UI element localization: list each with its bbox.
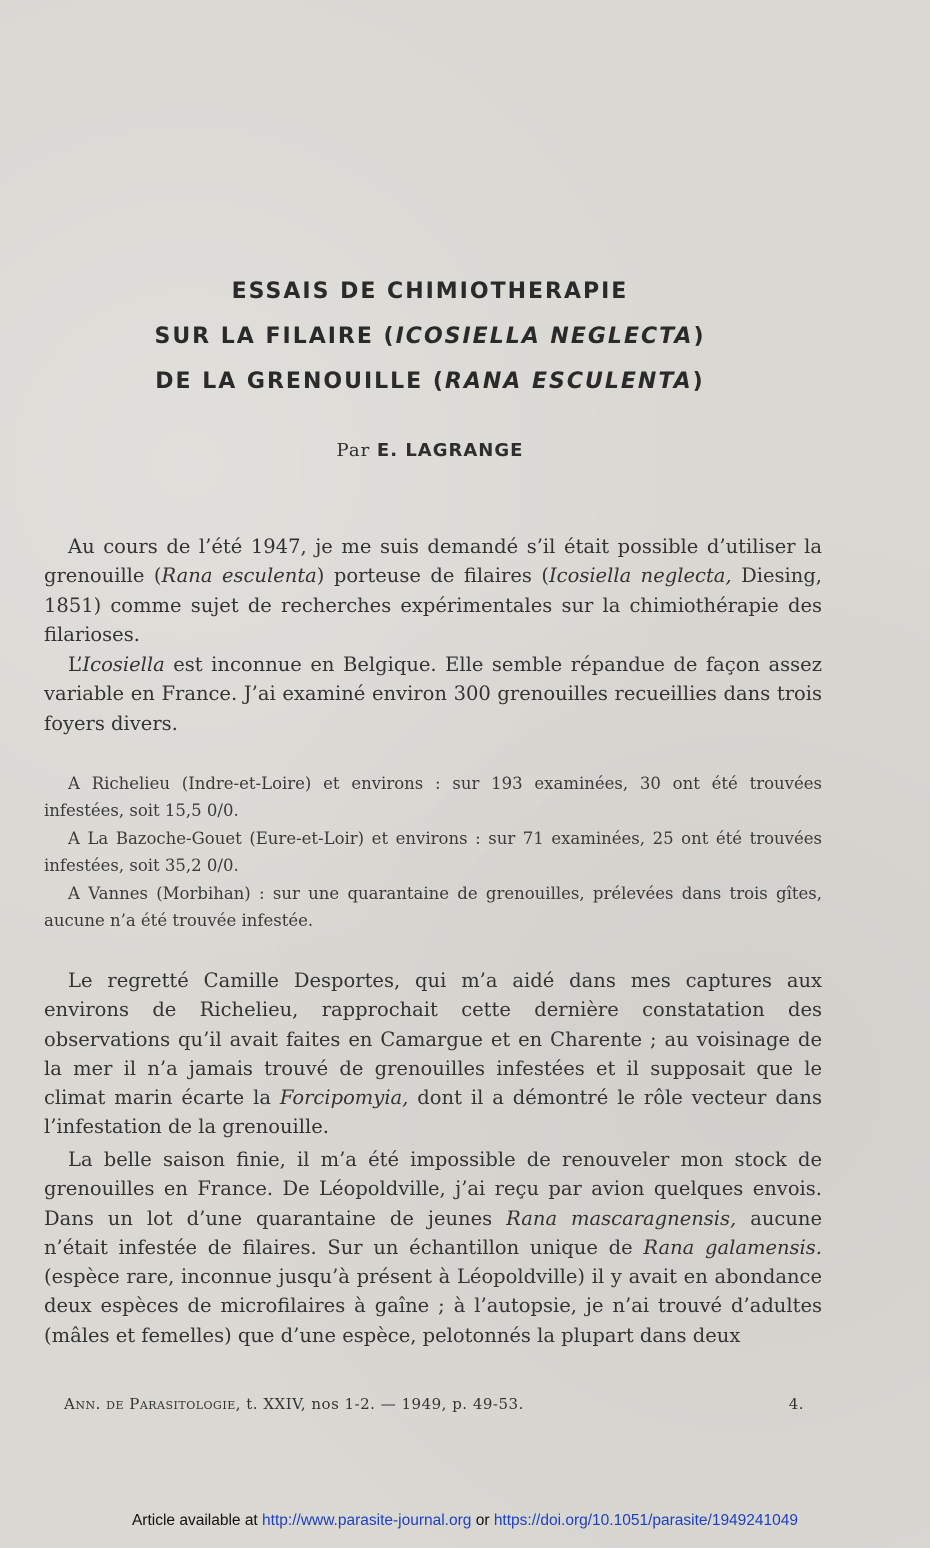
text-run: A Richelieu (Indre-et-Loire) et environs : sur 193 examinées, 30 ont été trouvées infestées, soit 15,5 0/0.	[44, 774, 822, 821]
text-run: A Vannes (Morbihan) : sur une quarantaine de grenouilles, prélevées dans trois gîtes, aucune n’a été trouvée infestée.	[44, 884, 822, 931]
italic-text-run: Rana esculenta	[161, 564, 317, 588]
page-number: 4.	[788, 1395, 804, 1413]
author-prefix: Par	[336, 440, 371, 461]
title-line-2-species: ICOSIELLA NEGLECTA	[395, 324, 694, 349]
survey-vannes	[44, 880, 822, 935]
paragraph-1	[44, 532, 822, 649]
paragraph-3	[44, 966, 822, 1142]
author-name: E. LAGRANGE	[376, 440, 524, 461]
title-line-2	[0, 321, 860, 366]
text-run: L’	[68, 653, 83, 676]
paragraph-4	[44, 1145, 822, 1350]
title-line-1	[0, 276, 860, 321]
author-line	[0, 440, 860, 461]
journal-details: t. XXIV, nos 1-2. — 1949, p. 49-53.	[246, 1395, 524, 1413]
italic-text-run: Icosiella	[82, 653, 165, 676]
title-line-3-prefix: DE LA GRENOUILLE (	[155, 369, 445, 394]
text-run: ) porteuse de filaires (	[316, 564, 549, 588]
title-line-2-prefix: SUR LA FILAIRE (	[154, 324, 396, 349]
title-line-2-suffix: )	[693, 324, 706, 349]
italic-text-run: Rana mascaragnensis,	[506, 1206, 737, 1230]
journal-name: Ann. de Parasitologie,	[64, 1395, 241, 1413]
article-title	[0, 276, 860, 411]
italic-text-run: Forcipomyia,	[279, 1086, 409, 1110]
text-run: Le regretté Camille Desportes, qui m’a aidé dans mes captures aux environs de Richelieu, rapprochait cette dernière constatation des observations qu’il avait faites en Camargue et en Charente ; au voisinage de la mer il n’a jamais trouvé de grenouilles infestées et il supposait que le climat marin écarte la	[44, 969, 822, 1110]
text-run: Diesing, 1851) comme sujet de recherches expérimentales sur la chimiothérapie des filarioses.	[44, 564, 822, 646]
journal-reference	[64, 1395, 804, 1413]
availability-prefix: Article available at	[131, 1512, 263, 1529]
journal-website-link[interactable]: http://www.parasite-journal.org	[262, 1512, 472, 1529]
text-run: (espèce rare, inconnue jusqu’à présent à Léopoldville) il y avait en abondance deux espèces de microfilaires à gaîne ; à l’autopsie, je n’ai trouvé d’adultes (mâles et femelles) que d’une espèce, pelotonnés la plupart dans deux	[44, 1265, 822, 1347]
title-line-1-text: ESSAIS DE CHIMIOTHERAPIE	[231, 279, 629, 304]
title-line-3	[0, 366, 860, 411]
text-run: dont il a démontré le rôle vecteur dans l’infestation de la grenouille.	[44, 1086, 822, 1139]
italic-text-run: Icosiella neglecta,	[548, 564, 732, 588]
text-run: La belle saison finie, il m’a été impossible de renouveler mon stock de grenouilles en France. De Léopoldville, j’ai reçu par avion quelques envois. Dans un lot d’une quarantaine de jeunes	[44, 1148, 822, 1230]
availability-banner	[0, 1512, 930, 1530]
survey-bazoche-gouet	[44, 825, 822, 880]
title-line-3-species: RANA ESCULENTA	[444, 369, 693, 394]
text-run: est inconnue en Belgique. Elle semble répandue de façon assez variable en France. J’ai examiné environ 300 grenouilles recueillies dans trois foyers divers.	[44, 653, 822, 735]
journal-citation	[64, 1395, 524, 1413]
italic-text-run: Rana galamensis.	[643, 1235, 822, 1259]
text-run: A La Bazoche-Gouet (Eure-et-Loir) et environs : sur 71 examinées, 25 ont été trouvées infestées, soit 35,2 0/0.	[44, 829, 822, 876]
availability-middle: or	[471, 1512, 494, 1529]
title-line-3-suffix: )	[692, 369, 705, 394]
doi-link[interactable]: https://doi.org/10.1051/parasite/1949241049	[493, 1512, 799, 1529]
survey-richelieu	[44, 770, 822, 825]
text-run: aucune n’était infestée de filaires. Sur un échantillon unique de	[44, 1206, 822, 1259]
text-run: Au cours de l’été 1947, je me suis demandé s’il était possible d’utiliser la grenouille (	[44, 535, 822, 588]
paragraph-2	[44, 650, 822, 738]
